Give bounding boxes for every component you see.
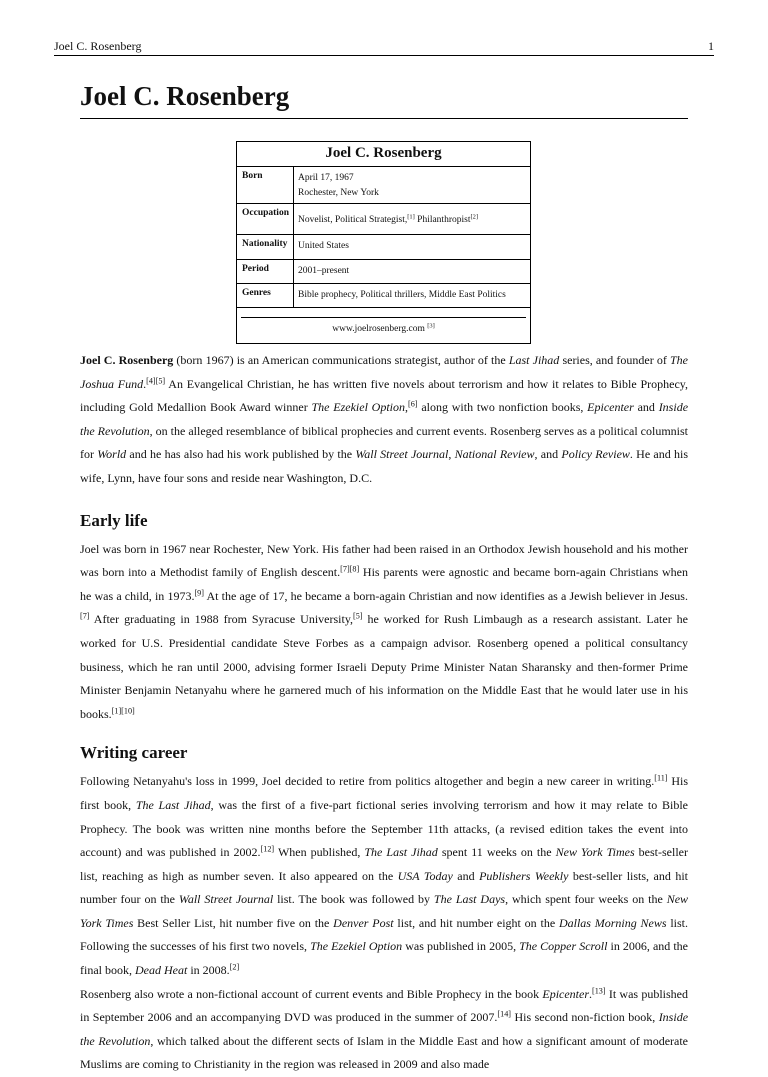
early-life-paragraph bbox=[80, 538, 688, 727]
born-date: April 17, 1967 bbox=[298, 173, 354, 183]
citation[interactable]: [3] bbox=[427, 322, 435, 330]
citation[interactable]: [6] bbox=[408, 399, 418, 409]
text: and he has also had his work published by the bbox=[126, 447, 356, 462]
occupation-value bbox=[294, 204, 530, 234]
citation[interactable]: [11] bbox=[654, 773, 668, 783]
text: When published, bbox=[274, 845, 365, 860]
book-title: The Last Jihad bbox=[364, 845, 438, 860]
article-body bbox=[80, 349, 688, 1077]
infobox-row-genres bbox=[237, 284, 530, 308]
section-heading-early-life: Early life bbox=[80, 510, 148, 530]
citation[interactable]: [1][10] bbox=[111, 706, 135, 716]
subject-name: Joel C. Rosenberg bbox=[80, 353, 174, 367]
text: in 2006, and the final book, bbox=[80, 939, 688, 978]
running-title: Joel C. Rosenberg bbox=[54, 39, 142, 53]
infobox-divider bbox=[241, 317, 526, 318]
infobox-row-born bbox=[237, 167, 530, 204]
text: he worked for Rush Limbaugh as a research assistant. Later he worked for U.S. Presidential candidate Steve Forbes as a campaign advisor. Rosenberg opened a political consultancy business, which he ran until 2000, advising former Israeli Deputy Prime Minister Natan Sharansky and then-former Prime Minister Benjamin Netanyahu where he garnered much of his information on the Middle East that he would later use in his books. bbox=[80, 612, 688, 721]
publication-name: Dallas Morning News bbox=[558, 915, 667, 930]
publication-name: New York Times bbox=[555, 845, 635, 860]
text: and bbox=[452, 868, 480, 883]
book-title: Last Jihad bbox=[508, 353, 560, 367]
text: in 2008. bbox=[187, 963, 230, 978]
text: , bbox=[405, 400, 409, 415]
text: (born 1967) is an American communications strategist, author of the bbox=[173, 353, 509, 367]
article-title: Joel C. Rosenberg bbox=[80, 80, 688, 119]
text: At the age of 17, he became a born-again Christian and now identifies as a Jewish believer in Jesus. bbox=[203, 588, 688, 603]
publication-name: New York Times bbox=[80, 892, 689, 930]
citation[interactable]: [4][5] bbox=[146, 376, 166, 386]
nationality-value: United States bbox=[298, 241, 349, 251]
book-title: The Last Days bbox=[433, 892, 506, 907]
text: , and bbox=[534, 447, 562, 462]
citation[interactable]: [2] bbox=[470, 213, 478, 221]
publication-name: Wall Street Journal bbox=[355, 447, 449, 462]
text: , on the alleged resemblance of biblical prophecies and current events. Rosenberg serves as a political columnist for bbox=[80, 423, 688, 462]
occupation-label: Occupation bbox=[237, 204, 294, 234]
text: Joel was born in 1967 near Rochester, New York. His father had been raised in an Orthodox Jewish household and his mother was born into a Methodist family of English descent. bbox=[80, 541, 688, 580]
text: , which talked about the different sects of Islam in the Middle East and how a significant amount of moderate Muslims are coming to Christianity in the region was released in 2009 and also made bbox=[80, 1033, 688, 1072]
book-title: Inside the Revolution bbox=[80, 400, 689, 438]
text: His parents were agnostic and became born-again Christians when he was a child, in 1973. bbox=[80, 565, 689, 603]
publication-name: Policy Review bbox=[561, 447, 630, 462]
occupation-part-2: Philanthropist bbox=[414, 215, 471, 225]
text: After graduating in 1988 from Syracuse University, bbox=[89, 612, 354, 627]
infobox bbox=[236, 141, 531, 344]
text: along with two nonfiction books, bbox=[417, 400, 588, 415]
text: Rosenberg also wrote a non-fictional account of current events and Bible Prophecy in the book bbox=[80, 986, 543, 1001]
book-title: Inside the Revolution bbox=[80, 1010, 689, 1048]
text: list. Following the successes of his first two novels, bbox=[80, 915, 689, 954]
infobox-row-occupation bbox=[237, 204, 530, 235]
intro-paragraph bbox=[80, 349, 688, 491]
text: spent 11 weeks on the bbox=[437, 845, 556, 860]
book-title: Epicenter bbox=[587, 400, 634, 415]
publication-name: Denver Post bbox=[333, 915, 394, 930]
page-number: 1 bbox=[708, 39, 714, 53]
citation[interactable]: [7][8] bbox=[340, 564, 360, 574]
citation[interactable]: [12] bbox=[260, 844, 275, 854]
text: best-seller lists, and hit number four on the bbox=[80, 868, 688, 907]
born-place: Rochester, New York bbox=[298, 188, 379, 198]
writing-career-paragraph-2 bbox=[80, 983, 688, 1077]
text: . He and his wife, Lynn, have four sons and reside near Washington, D.C. bbox=[80, 447, 689, 485]
book-title: The Last Jihad bbox=[135, 797, 211, 812]
text: His first book, bbox=[80, 774, 689, 812]
website-link[interactable]: www.joelrosenberg.com bbox=[332, 324, 428, 334]
text: best-seller list, reaching as high as number seven. It also appeared on the bbox=[80, 845, 688, 883]
publication-name: Wall Street Journal bbox=[178, 892, 274, 907]
text: . bbox=[589, 986, 593, 1001]
book-title: The Copper Scroll bbox=[519, 939, 608, 954]
citation[interactable]: [1] bbox=[407, 213, 415, 221]
text: . bbox=[143, 376, 147, 391]
period-label: Period bbox=[237, 260, 294, 283]
text: list, and hit number eight on the bbox=[393, 915, 559, 930]
nationality-label: Nationality bbox=[237, 235, 294, 259]
born-value bbox=[294, 167, 530, 203]
section-heading-writing-career: Writing career bbox=[80, 743, 188, 763]
text: Following Netanyahu's loss in 1999, Joel decided to retire from politics altogether and begin a new career in writing. bbox=[80, 774, 655, 789]
book-title: Epicenter bbox=[542, 986, 590, 1001]
infobox-row-period bbox=[237, 260, 530, 284]
text: His second non-fiction book, bbox=[511, 1010, 659, 1025]
text: list. The book was followed by bbox=[273, 892, 434, 907]
publication-name: World bbox=[97, 447, 127, 462]
text: , which spent four weeks on the bbox=[505, 892, 667, 907]
organization-name: The Joshua Fund bbox=[80, 353, 688, 391]
citation[interactable]: [2] bbox=[229, 962, 240, 972]
genres-label: Genres bbox=[237, 284, 294, 307]
infobox-title: Joel C. Rosenberg bbox=[237, 142, 530, 167]
book-title: Dead Heat bbox=[135, 963, 188, 978]
text: and bbox=[633, 400, 659, 415]
occupation-part-1: Novelist, Political Strategist, bbox=[298, 215, 408, 225]
citation[interactable]: [14] bbox=[497, 1009, 511, 1019]
text: was published in 2005, bbox=[402, 939, 520, 954]
citation[interactable]: [7] bbox=[80, 611, 90, 621]
book-title: The Ezekiel Option bbox=[310, 939, 403, 954]
text: It was published in September 2006 and an accompanying DVD was produced in the summer of 2007. bbox=[80, 986, 689, 1025]
website-line bbox=[237, 324, 530, 334]
publication-name: Publishers Weekly bbox=[479, 868, 569, 883]
text: An Evangelical Christian, he has written five novels about terrorism and how it relates to Bible Prophecy, including Gold Medallion Book Award winner bbox=[80, 376, 689, 415]
page-header bbox=[54, 38, 714, 56]
publication-name: National Review bbox=[454, 447, 535, 462]
publication-name: USA Today bbox=[397, 868, 453, 883]
infobox-row-nationality bbox=[237, 235, 530, 260]
born-label: Born bbox=[237, 167, 294, 203]
book-title: The Ezekiel Option bbox=[311, 400, 406, 415]
citation[interactable]: [9] bbox=[194, 588, 204, 598]
citation[interactable]: [13] bbox=[592, 986, 606, 996]
period-value: 2001–present bbox=[298, 266, 350, 276]
text: series, and founder of bbox=[559, 353, 670, 367]
text: Best Seller List, hit number five on the bbox=[133, 915, 334, 930]
infobox-footer bbox=[237, 308, 530, 343]
text: , bbox=[448, 447, 455, 462]
text: , was the first of a five-part fictional series involving terrorism and how it may relate to Bible Prophecy. The book was written nine months before the September 11th attacks, (a revised edition takes the event into account) and was published in 2002. bbox=[80, 797, 688, 860]
citation[interactable]: [5] bbox=[353, 611, 363, 621]
writing-career-paragraph-1 bbox=[80, 770, 688, 982]
genres-value: Bible prophecy, Political thrillers, Middle East Politics bbox=[298, 290, 506, 300]
